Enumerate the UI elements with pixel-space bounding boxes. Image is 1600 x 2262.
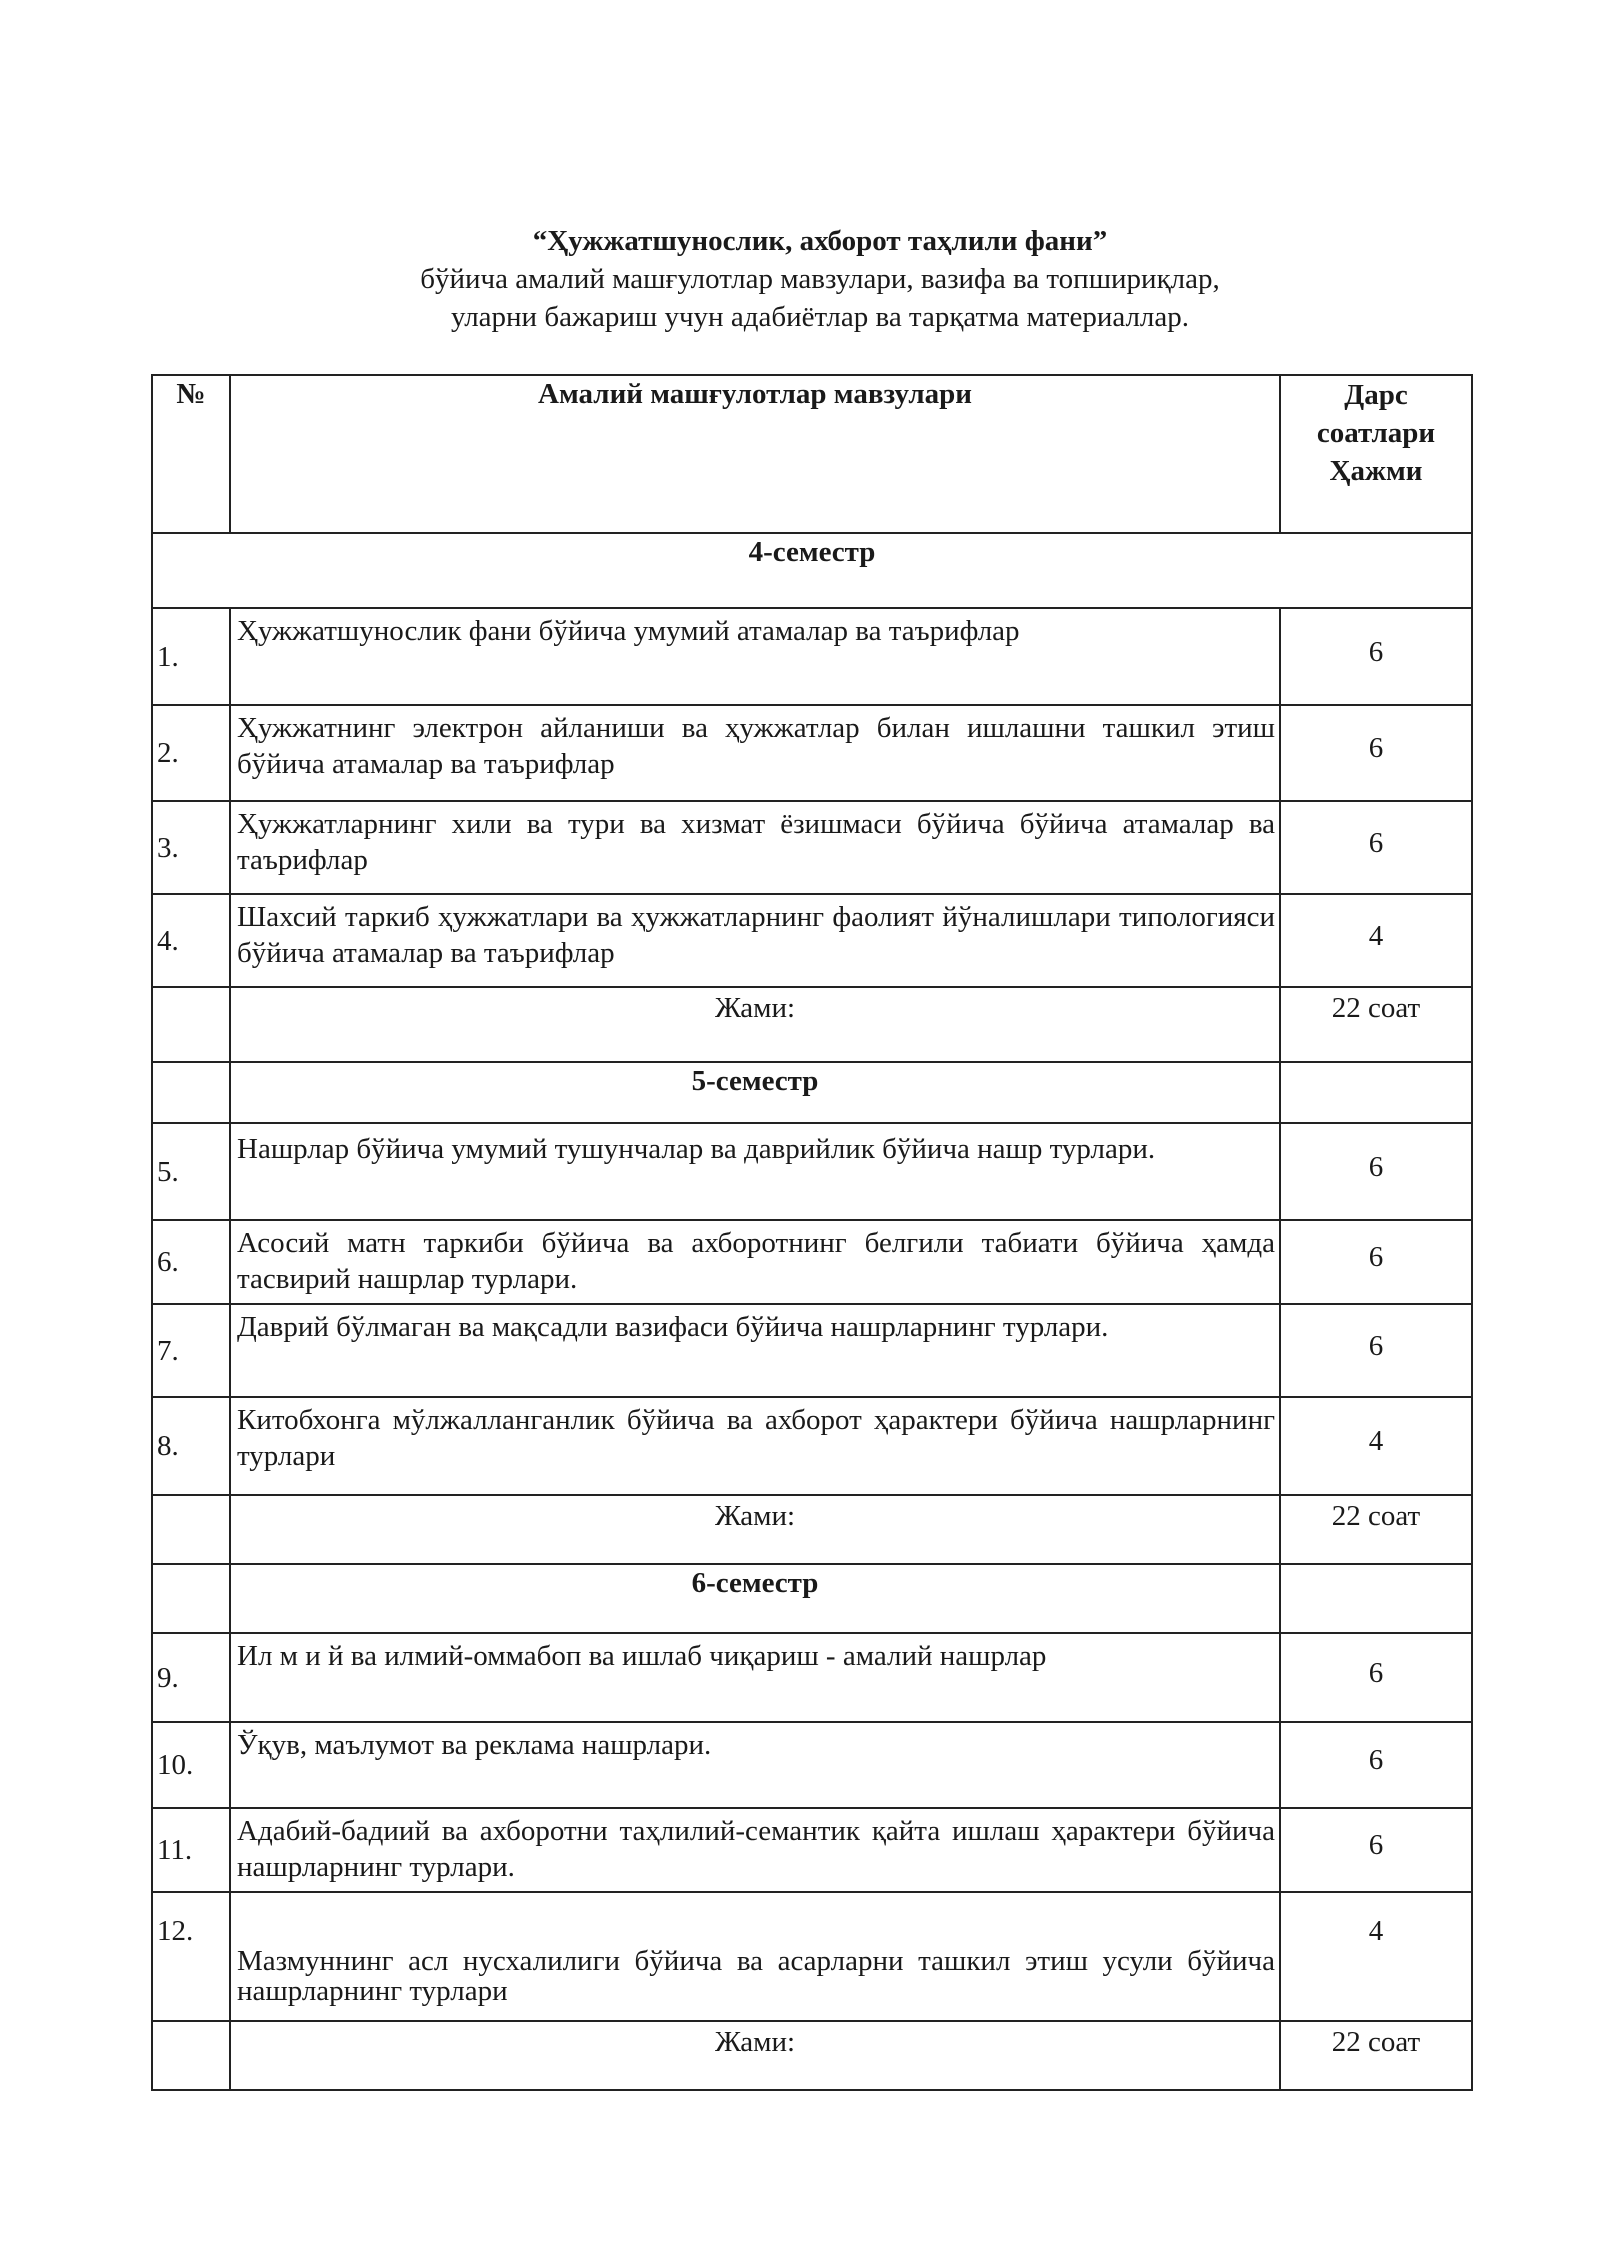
total-value: 22 соат [1280, 987, 1472, 1062]
table-row [152, 1220, 1472, 1304]
column-header-hours-line-2: соатлари [1316, 417, 1436, 449]
row-number: 2. [152, 705, 230, 801]
table-header-row [152, 375, 1472, 533]
row-number: 4. [152, 894, 230, 987]
total-row [152, 1495, 1472, 1564]
total-label: Жами: [230, 2021, 1280, 2090]
row-number: 6. [152, 1220, 230, 1304]
row-number: 7. [152, 1304, 230, 1397]
table-row [152, 1722, 1472, 1808]
row-hours: 6 [1280, 1123, 1472, 1220]
total-value: 22 соат [1280, 1495, 1472, 1564]
row-hours: 6 [1280, 1633, 1472, 1722]
row-hours: 6 [1280, 705, 1472, 801]
table-row [152, 1397, 1472, 1495]
row-hours: 6 [1280, 1304, 1472, 1397]
row-topic: Ҳужжатнинг электрон айланиши ва ҳужжатлар билан ишлашни ташкил этиш бўйича атамалар ва таърифлар [230, 705, 1280, 801]
semester-row [152, 533, 1472, 608]
row-hours: 4 [1280, 1397, 1472, 1495]
semester-title: 4-семестр [152, 533, 1472, 608]
row-topic: Нашрлар бўйича умумий тушунчалар ва даврийлик бўйича нашр турлари. [230, 1123, 1280, 1220]
row-topic: Шахсий таркиб ҳужжатлари ва ҳужжатларнинг фаолият йўналишлари типологияси бўйича атамалар ва таърифлар [230, 894, 1280, 987]
table-row [152, 1808, 1472, 1892]
row-topic: Китобхонга мўлжалланганлик бўйича ва ахборот ҳарактери бўйича нашрларнинг турлари [230, 1397, 1280, 1495]
row-hours: 6 [1280, 1220, 1472, 1304]
row-topic: Адабий-бадиий ва ахборотни таҳлилий-семантик қайта ишлаш ҳарактери бўйича нашрларнинг турлари. [230, 1808, 1280, 1892]
total-row [152, 2021, 1472, 2090]
document-subtitle-line-1: бўйича амалий машғулотлар мавзулари, вазифа ва топшириқлар, [420, 263, 1220, 295]
row-topic: Ҳужжатшунослик фани бўйича умумий атамалар ва таърифлар [230, 608, 1280, 705]
row-hours: 6 [1280, 608, 1472, 705]
row-number: 5. [152, 1123, 230, 1220]
row-topic: Ҳужжатларнинг хили ва тури ва хизмат ёзишмаси бўйича бўйича атамалар ва таърифлар [230, 801, 1280, 894]
row-number: 9. [152, 1633, 230, 1722]
column-header-hours-line-1: Дарс [1344, 379, 1408, 411]
total-label: Жами: [230, 987, 1280, 1062]
row-topic: Асосий матн таркиби бўйича ва ахборотнинг белгили табиати бўйича ҳамда тасвирий нашрлар турлари. [230, 1220, 1280, 1304]
semester-row [152, 1564, 1472, 1633]
row-topic: Ил м и й ва илмий-оммабоп ва ишлаб чиқариш - амалий нашрлар [230, 1633, 1280, 1722]
practical-lessons-table [151, 374, 1473, 2091]
row-topic: Ўқув, маълумот ва реклама нашрлари. [230, 1722, 1280, 1808]
row-number: 12. [152, 1892, 230, 2021]
row-number: 11. [152, 1808, 230, 1892]
semester-title: 5-семестр [230, 1062, 1280, 1123]
table-row [152, 608, 1472, 705]
row-number: 8. [152, 1397, 230, 1495]
row-hours: 6 [1280, 801, 1472, 894]
table-row [152, 801, 1472, 894]
table-row [152, 1633, 1472, 1722]
column-header-number: № [152, 375, 230, 533]
table-row [152, 1304, 1472, 1397]
table-row [152, 1123, 1472, 1220]
row-hours: 4 [1280, 1892, 1472, 2021]
semester-title: 6-семестр [230, 1564, 1280, 1633]
table-row [152, 894, 1472, 987]
row-number: 1. [152, 608, 230, 705]
row-number: 3. [152, 801, 230, 894]
document-title: “Ҳужжатшунослик, ахборот таҳлили фани” [532, 225, 1108, 257]
row-number: 10. [152, 1722, 230, 1808]
total-value: 22 соат [1280, 2021, 1472, 2090]
table-row [152, 1892, 1472, 2021]
document-header [0, 222, 1600, 336]
row-hours: 4 [1280, 894, 1472, 987]
semester-row [152, 1062, 1472, 1123]
row-topic: Мазмуннинг асл нусхалилиги бўйича ва асарларни ташкил этиш усули бўйича нашрларнинг турлари [230, 1892, 1280, 2021]
total-row [152, 987, 1472, 1062]
column-header-hours [1280, 375, 1472, 533]
row-hours: 6 [1280, 1808, 1472, 1892]
column-header-hours-line-3: Ҳажми [1329, 455, 1423, 487]
column-header-topic: Амалий машғулотлар мавзулари [230, 375, 1280, 533]
document-subtitle-line-2: уларни бажариш учун адабиётлар ва тарқатма материаллар. [450, 301, 1190, 333]
table-row [152, 705, 1472, 801]
total-label: Жами: [230, 1495, 1280, 1564]
row-topic: Даврий бўлмаган ва мақсадли вазифаси бўйича нашрларнинг турлари. [230, 1304, 1280, 1397]
row-hours: 6 [1280, 1722, 1472, 1808]
